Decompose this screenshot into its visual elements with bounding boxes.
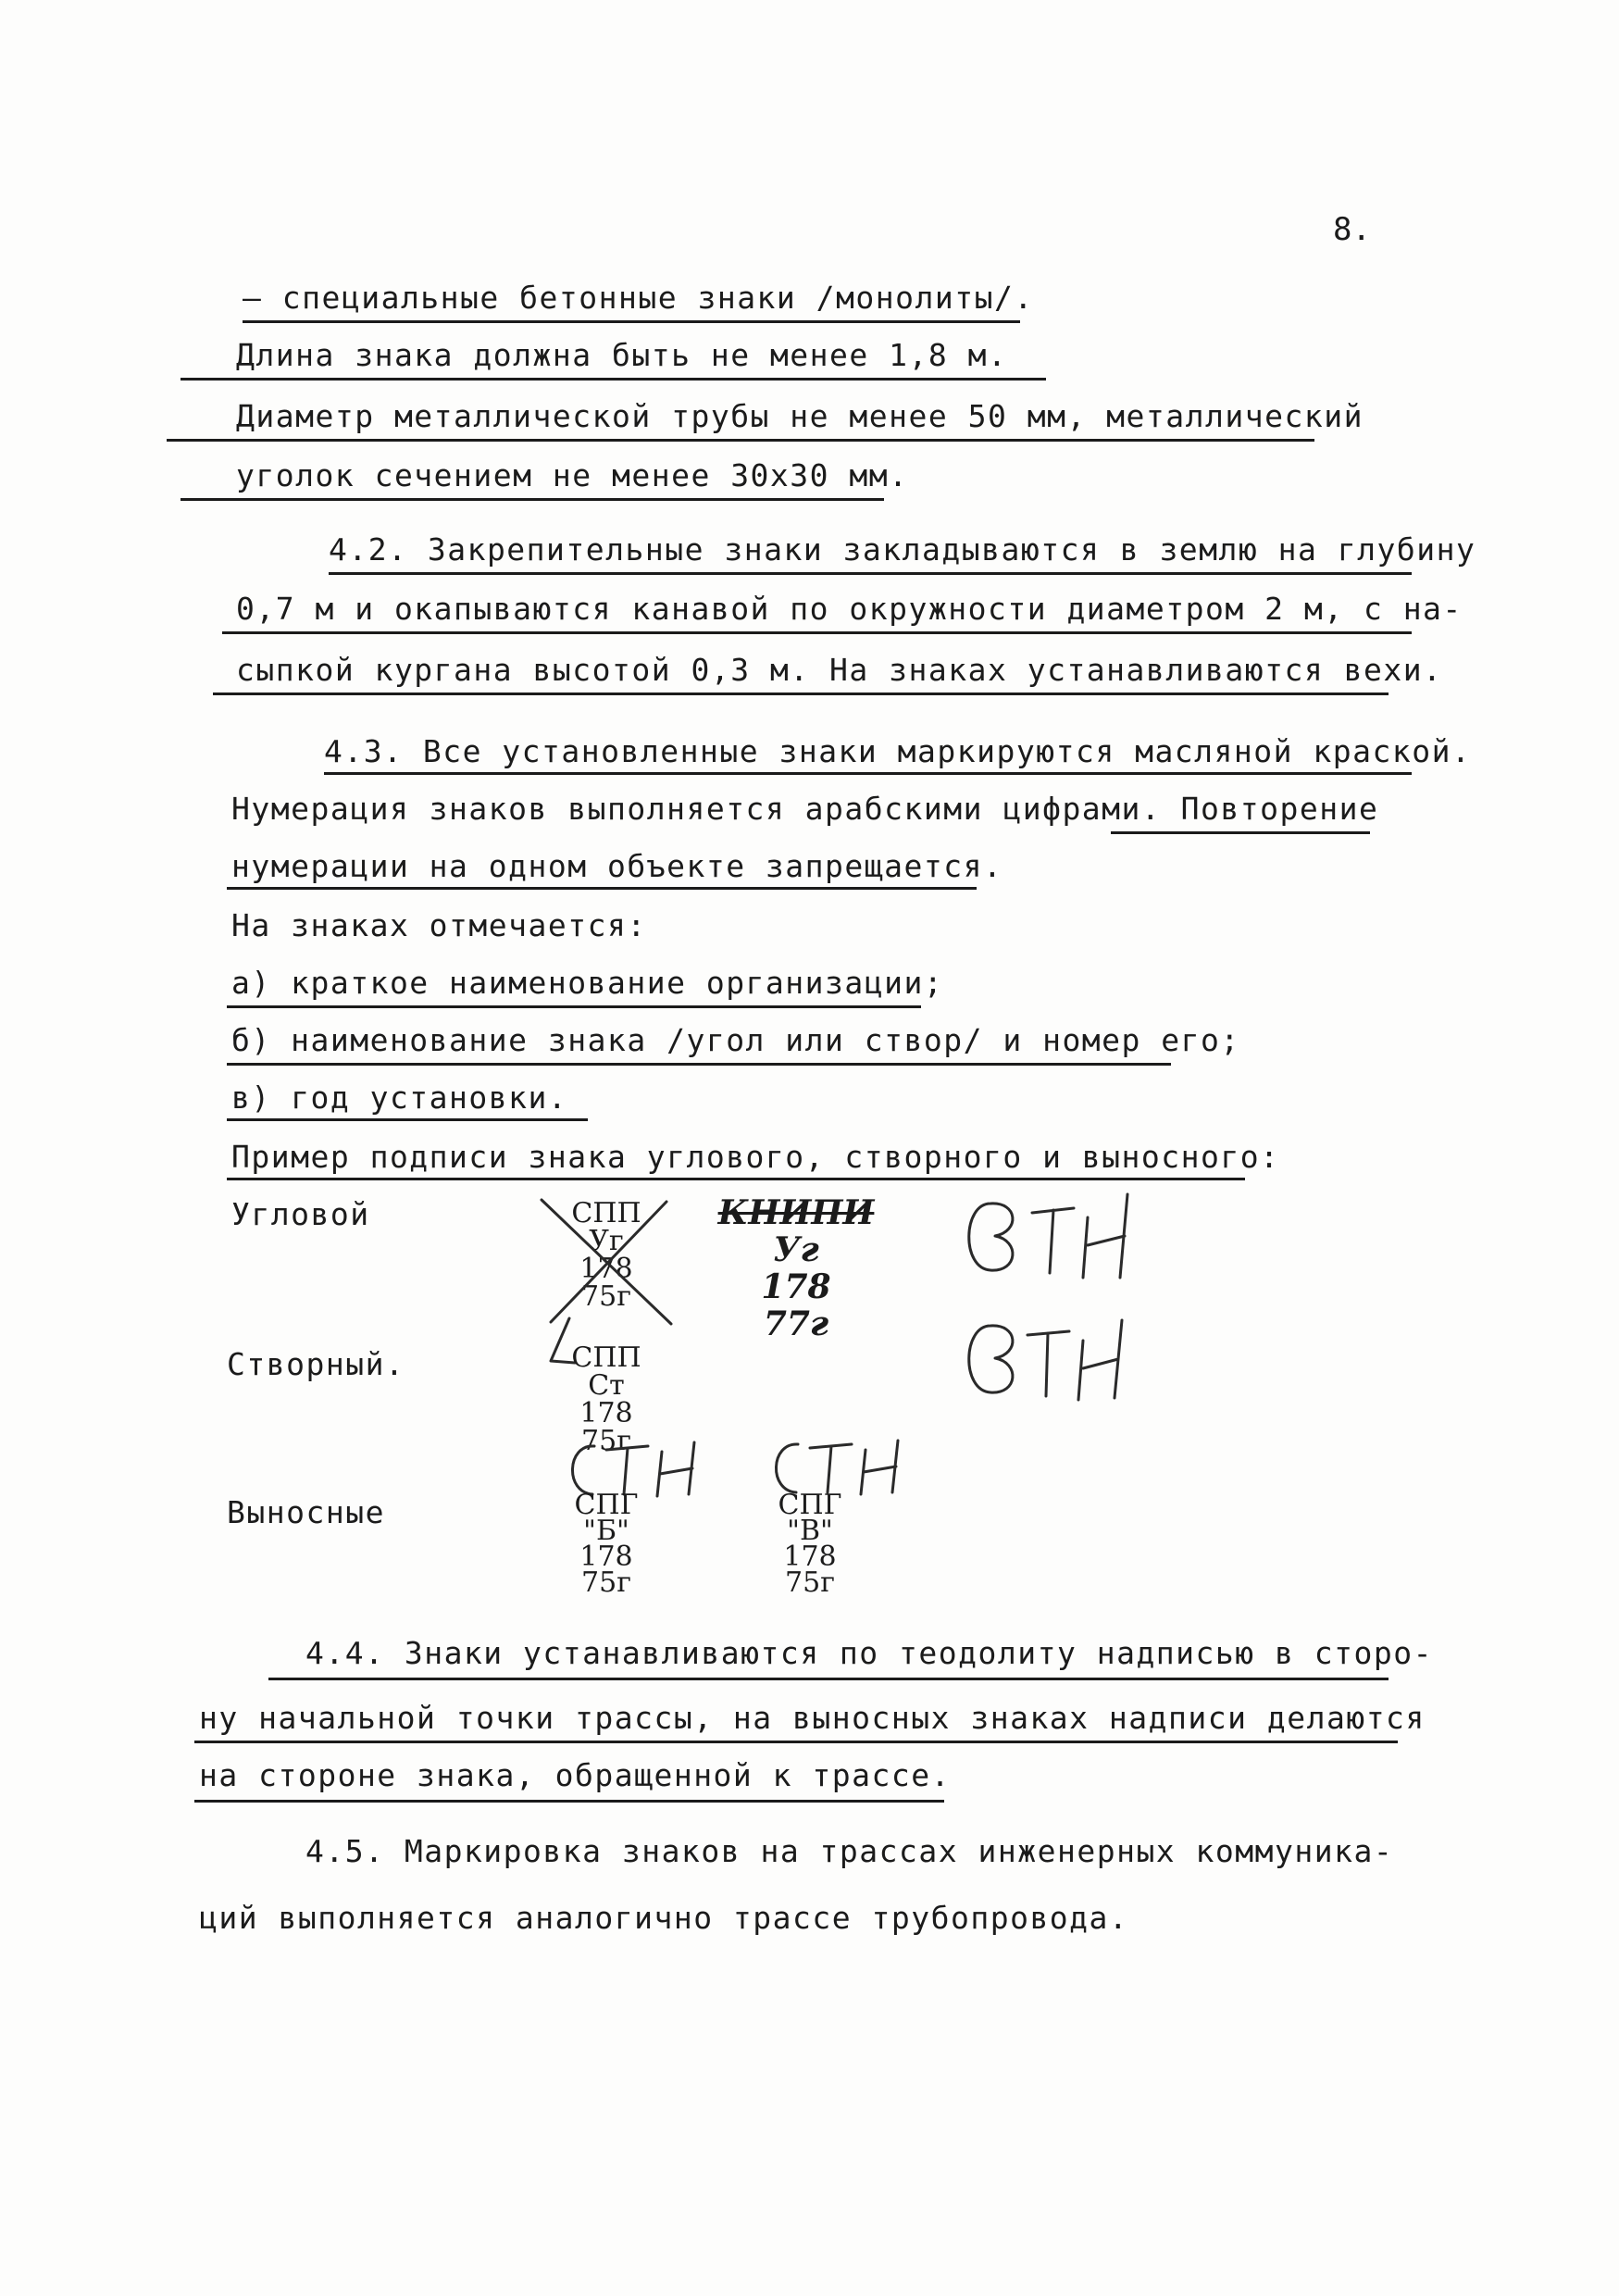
stack-line: 178 [783,1541,837,1573]
underline [213,693,1389,695]
stack-line: Уг [589,1225,624,1257]
remote-stack-2 [764,1489,856,1599]
label-angular: Угловой [231,1196,370,1232]
stack-line: "В" [787,1515,833,1547]
text-line-13: б) наименование знака /угол или створ/ и номер его; [231,1022,1240,1058]
text-line-18: на стороне знака, обращенной к трассе. [199,1757,951,1793]
text-line-4: уголок сечением не менее 30х30 мм. [236,457,909,493]
stack-line: 77г [763,1304,829,1343]
stack-line: СПП [571,1341,641,1374]
text-line-6: 0,7 м и окапываются канавой по окружности диаметром 2 м, с на- [236,591,1463,627]
stack-line: 75г [581,1425,631,1457]
text-line-16: 4.4. Знаки устанавливаются по теодолиту надписью в сторо- [305,1635,1433,1671]
text-line-7: сыпкой кургана высотой 0,3 м. На знаках устанавливаются вехи. [236,652,1443,688]
underline [222,631,1412,634]
stack-line: Ст [588,1369,625,1402]
stack-line: 178 [579,1541,633,1573]
underline [227,1178,1245,1180]
remote-stack-1 [560,1489,653,1599]
underline [181,498,884,501]
text-line-10: нумерации на одном объекте запрещается. [231,848,1003,884]
stack-line: 178 [579,1253,633,1285]
text-line-15: Пример подписи знака углового, створного и выносного: [231,1139,1280,1175]
text-line-5: 4.2. Закрепительные знаки закладываются в землю на глубину [329,531,1476,568]
text-line-12: а) краткое наименование организации; [231,965,944,1001]
stack-line: СПГ [574,1489,639,1521]
text-line-3: Диаметр металлической трубы не менее 50 мм, металлический [236,398,1364,434]
underline [227,1005,921,1008]
stack-line: КНИПИ [717,1193,875,1232]
text-line-20: ций выполняется аналогично трассе трубопровода. [199,1900,1129,1936]
underline [329,572,1412,575]
underline [324,772,1412,775]
underline [227,1118,588,1121]
text-line-9: Нумерация знаков выполняется арабскими цифрами. Повторение [231,791,1379,827]
text-line-1: – специальные бетонные знаки /монолиты/. [243,280,1034,316]
stack-line: 75г [581,1566,631,1599]
underline [243,320,1020,323]
underline [194,1800,944,1803]
underline [227,1063,1171,1066]
handwritten-mark-1 [953,1185,1139,1287]
stack-line: СПП [571,1197,641,1229]
stack-line: 75г [785,1566,835,1599]
stack-line: 75г [581,1280,631,1313]
stack-line: "Б" [583,1515,629,1547]
text-line-8: 4.3. Все установленные знаки маркируются масляной краской. [324,733,1472,769]
text-line-2: Длина знака должна быть не менее 1,8 м. [236,337,1008,373]
underline [268,1678,1389,1680]
handwritten-mark-2 [953,1315,1139,1407]
text-line-11: На знаках отмечается: [231,907,647,943]
text-line-14: в) год установки. [231,1079,568,1116]
cross-out-mark [532,1194,680,1333]
underline [167,439,1314,442]
label-alignment: Створный. [227,1346,405,1382]
angular-handwritten-stack [704,1194,889,1342]
label-remote: Выносные [227,1494,385,1530]
underline [227,887,977,890]
stack-line: Уг [773,1230,819,1269]
underline [1111,831,1370,834]
stack-line: 178 [761,1267,831,1306]
text-line-17: ну начальной точки трассы, на выносных знаках надписи делаются [199,1700,1426,1736]
stack-line: СПГ [778,1489,842,1521]
underline [194,1741,1398,1743]
underline [181,378,1046,381]
text-line-19: 4.5. Маркировка знаков на трассах инженерных коммуника- [305,1833,1394,1869]
page-number: 8. [1333,211,1371,248]
stack-line: 178 [579,1397,633,1429]
